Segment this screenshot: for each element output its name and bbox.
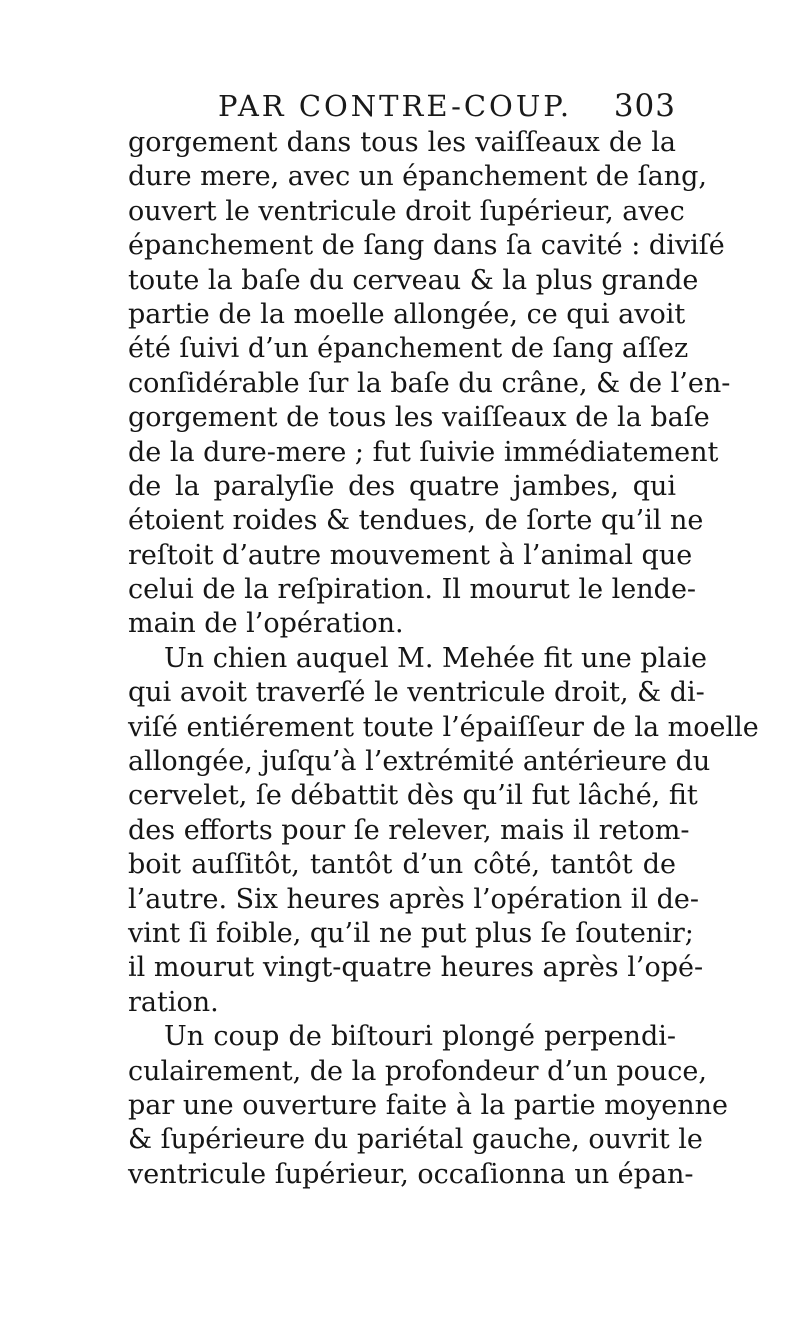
text-line: de la dure-mere ; fut ſuivie immédiatement	[128, 436, 719, 468]
text-line: il mourut vingt-quatre heures après l’opé-	[128, 952, 704, 984]
text-line: allongée, juſqu’à l’extrémité antérieure du	[128, 746, 711, 778]
text-line: gorgement dans tous les vaiſſeaux de la	[128, 127, 676, 158]
text-line: reſtoit d’autre mouvement à l’animal que	[128, 539, 693, 571]
running-title: PAR CONTRE-COUP.	[218, 89, 573, 123]
text-line: partie de la moelle allongée, ce qui avoit	[128, 298, 686, 330]
text-line: qui avoit traverſé le ventricule droit, & di-	[128, 677, 705, 709]
text-line: été ſuivi d’un épanchement de ſang aſſez	[128, 333, 689, 365]
paragraph-end-line: main de l’opération.	[128, 608, 404, 640]
text-line: gorgement de tous les vaiſſeaux de la baſe	[128, 402, 710, 434]
running-head	[128, 86, 676, 126]
page-number: 303	[613, 88, 676, 124]
text-line: cervelet, ſe débattit dès qu’il fut lâché, fit	[128, 780, 698, 812]
text-line: conſidérable ſur la baſe du crâne, & de l’en-	[128, 367, 731, 399]
text-line: par une ouverture faite à la partie moyenne	[128, 1089, 729, 1121]
paragraph-start-line: Un coup de biſtouri plongé perpendi-	[164, 1021, 676, 1053]
text-line: ouvert le ventricule droit ſupérieur, avec	[128, 195, 685, 227]
text-line: culairement, de la profondeur d’un pouce,	[128, 1055, 707, 1087]
text-line: toute la baſe du cerveau & la plus grande	[128, 264, 699, 296]
text-line: de la paralyſie des quatre jambes, qui	[128, 470, 676, 502]
body-text	[128, 126, 759, 1192]
text-line: ventricule ſupérieur, occaſionna un épan-	[128, 1158, 694, 1190]
text-line: l’autre. Six heures après l’opération il de-	[128, 883, 700, 915]
text-line: vint ſi foible, qu’il ne put plus ſe ſoutenir;	[128, 917, 694, 949]
text-line: étoient roides & tendues, de ſorte qu’il ne	[128, 505, 704, 537]
text-line: boit auſſitôt, tantôt d’un côté, tantôt de	[128, 849, 676, 881]
text-line: des efforts pour ſe relever, mais il retom-	[128, 814, 690, 846]
text-line: viſé entiérement toute l’épaiſſeur de la moelle	[128, 711, 759, 743]
text-line: celui de la reſpiration. Il mourut le lende-	[128, 574, 697, 606]
paragraph-start-line: Un chien auquel M. Mehée fit une plaie	[164, 642, 707, 674]
text-line: & ſupérieure du pariétal gauche, ouvrit le	[128, 1124, 703, 1156]
text-line: épanchement de ſang dans ſa cavité : diviſé	[128, 230, 725, 262]
text-line: dure mere, avec un épanchement de ſang,	[128, 161, 707, 193]
paragraph-end-line: ration.	[128, 986, 219, 1018]
